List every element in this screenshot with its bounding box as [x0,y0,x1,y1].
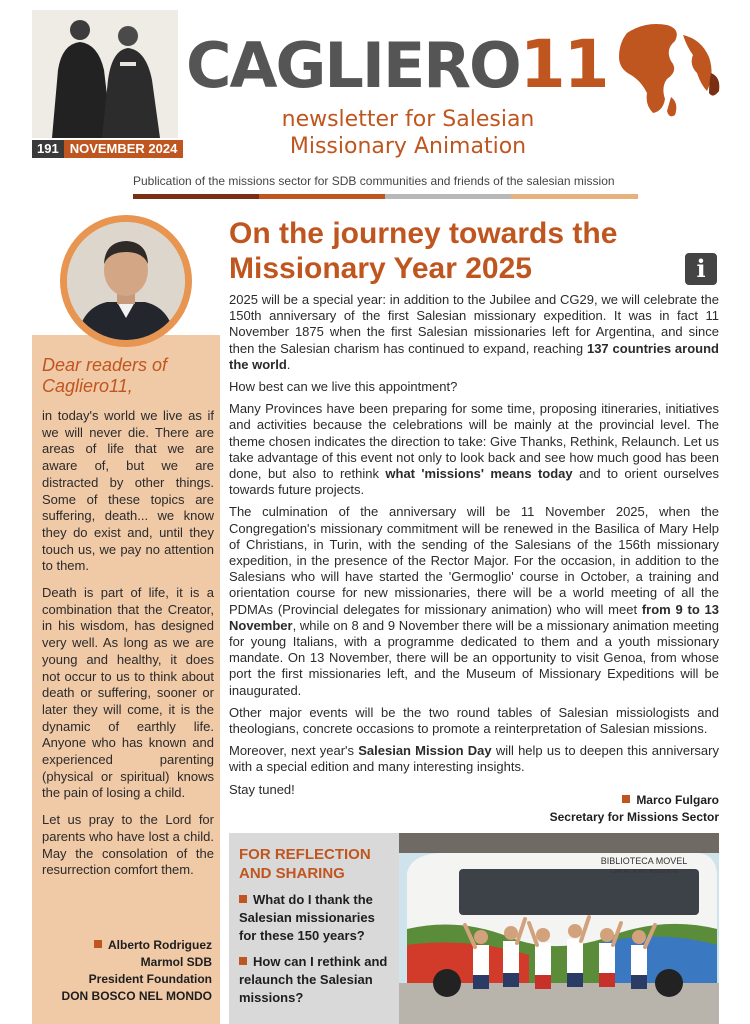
color-bar-segment [133,194,259,199]
author-role: Secretary for Missions Sector [549,810,719,824]
issue-tag [32,140,183,158]
letter-paragraph: Death is part of life, it is a combination that the Creator, in his wisdom, has designed very well. As long as we are young and healthy, it does not occur to us to think about death or suffering, sooner or later they will come, it is the dynamic of earthly life. Anyone who has known and experienced parenting (physical or spiritual) knows the pain of losing a child. [42,585,214,801]
reflection-question: What do I thank the Salesian missionaries for these 150 years? [239,892,375,943]
article-paragraph: 2025 will be a special year: in addition to the Jubilee and CG29, we will celebrate the 150th anniversary of the first Salesian missionary expedition. It was in fact 11 November 1875 when the first Salesian missionaries left for Argentina, and since then the Salesian charism has continued to expand, reaching 137 countries around the world. [229,292,719,372]
square-bullet-icon [94,940,102,948]
masthead [0,0,750,200]
article-paragraph: The culmination of the anniversary will be 11 November 2025, when the Congregation's missionary commitment will be renewed in the Basilica of Mary Help of Christians, in Turin, with the sending of the Salesians of the 156th missionary expedition, in the presence of the Rector Major. For the occasion, in addition to the Salesians who will have started the 'Germoglio' course in October, a training and orientation course for new missionaries, there will be a world meeting of all the PDMAs (Provincial delegates for missionary animation) who will meet from 9 to 13 November, while on 8 and 9 November there will be a missionary animation meeting for young Italians, with a programme dedicated to them and a youth missionary mandate. On 13 November, there will be an opportunity to visit Genoa, from whose port the first missionaries left, and the Museum of Missionary Expeditions will be inaugurated. [229,504,719,698]
children-bus-photo [399,833,719,1024]
article-paragraph: How best can we live this appointment? [229,379,458,395]
author-name: Marco Fulgaro [636,793,719,807]
bus-sign-line-1: BIBLIOTECA MOVEL [600,856,688,866]
article-paragraph: Other major events will be the two round tables of Salesian missiologists and theologians, concrete occasions to promote a reinterpretation of Salesian missions. [229,704,719,737]
highlight-text: what 'missions' means today [385,466,573,482]
color-bar-segment [511,194,638,199]
subtitle-line-2: Missionary Animation [289,134,527,159]
letter-signature [32,937,212,1005]
letter-paragraph: in today's world we live as if we will never die. There are areas of life that we are aware of, but we are distracted by other things. Some of these topics are suffering, death... we know they do exist and, until they touch us, we pay no attention to them. [42,408,214,574]
color-bar-segment [259,194,385,199]
avatar-ring [60,215,192,347]
brand-subtitle [248,106,568,160]
bus-illustration [399,833,719,1024]
signature-org: DON BOSCO NEL MONDO [61,989,212,1003]
signature-role: President Foundation [88,972,212,986]
brand-title [186,26,608,103]
reflection-question: How can I rethink and relaunch the Salesian missions? [239,954,388,1005]
issue-number: 191 [32,140,64,158]
reflection-title: FOR REFLECTION AND SHARING [239,846,371,882]
article-title: On the journey towards the Missionary Year 2025 [229,217,618,285]
brand-word: CAGLIERO [186,29,520,102]
article-paragraph: Stay tuned! [229,781,295,797]
letter-greeting: Dear readers of Cagliero11, [42,355,168,396]
article-author [480,792,719,826]
article-paragraph: Moreover, next year's Salesian Mission Day will help us to deepen this anniversary with a special edition and many interesting insights. [229,743,719,775]
bus-sign-line-2: CENTRO NOVO HORIZONTE [609,869,679,875]
issue-date: NOVEMBER 2024 [64,140,184,158]
publication-line: Publication of the missions sector for SDB communities and friends of the salesian mission [133,174,615,188]
brand-number: 11 [519,26,608,103]
highlight-text: Salesian Mission Day [358,743,492,759]
letter-paragraph: Let us pray to the Lord for parents who have lost a child. May the consolation of the resurrection comfort them. [42,812,214,878]
signature-name-1: Alberto Rodriguez [108,938,212,952]
highlight-text: from 9 to 13 November [229,601,719,633]
subtitle-line-1: newsletter for Salesian [281,107,535,132]
avatar [67,222,185,340]
globe-icon [605,15,723,127]
letter-body [42,408,214,889]
signature-name-2: Marmol SDB [140,955,212,969]
square-bullet-icon [239,895,247,903]
founders-illustration [32,10,178,138]
highlight-text: 137 countries around the world [229,340,719,372]
square-bullet-icon [239,957,247,965]
color-bar-segment [385,194,511,199]
reflection-box [229,833,399,1024]
square-bullet-icon [622,795,630,803]
article-body [229,292,719,804]
info-icon: i [685,253,717,285]
editorial-column [32,215,220,1024]
color-bar [133,194,638,199]
founders-photo [32,10,178,138]
article-paragraph: Many Provinces have been preparing for some time, proposing itineraries, initiatives and activities because the celebrations will be mainly at the provincial level. The theme chosen indicates the direction to take: Give Thanks, Rethink, Relaunch. Let us take advantage of this event not only to look back and see how much good has been done, but also to rethink what 'missions' means today and to orient ourselves towards future projects. [229,401,719,498]
avatar-portrait [67,222,185,340]
